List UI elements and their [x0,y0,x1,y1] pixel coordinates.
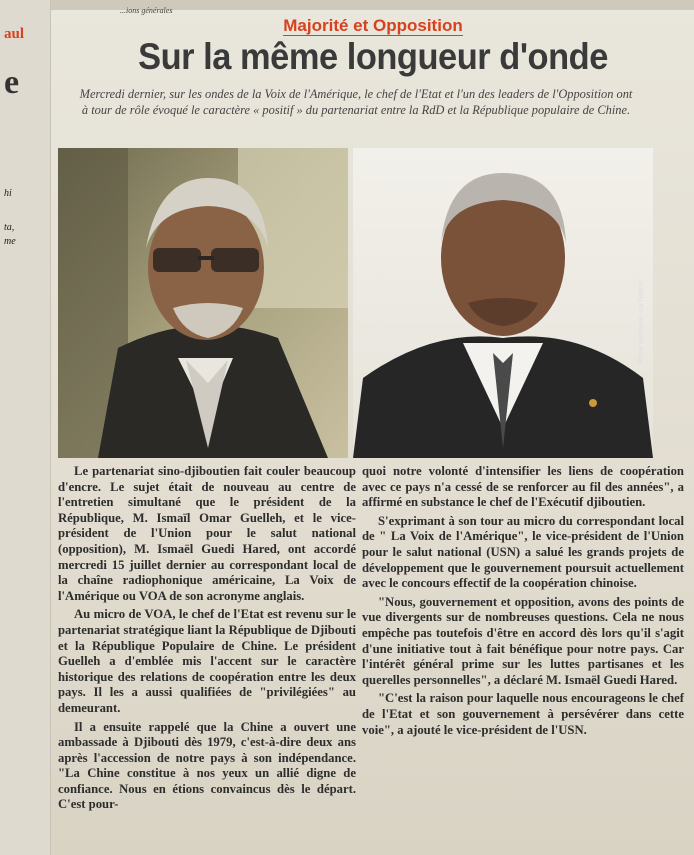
portrait-opposition-leader-photo [58,148,348,458]
photo-credit: Photo Archives - La Nation [638,281,645,364]
paragraph: Le partenariat sino-djiboutien fait couler beaucoup d'encre. Le sujet était de nouveau au centre de l'entretien simultané que le président de la République, M. Ismaïl Omar Guelleh, et le vice-président de l'Union pour le salut national (opposition), M. Ismaël Guedi Hared, ont accordé mercredi 15 juillet dernier au correspondant local de la chaîne radiophonique américaine, La Voix de l'Amérique ou VOA de son acronyme anglais. [58,464,356,603]
article [56,14,690,855]
fragment-1: aul [4,26,25,42]
paragraph: Il a ensuite rappelé que la Chine a ouvert une ambassade à Djibouti dès 1979, c'est-à-dire deux ans après l'accession de notre pays à son indépendance. "La Chine constitue à nos yeux un allié digne de confiance. Nous en étions convaincus dès le départ. C'est pour- [58,719,356,812]
page-header-strip [50,0,694,15]
article-kicker: Majorité et Opposition [283,16,463,35]
portrait-president-photo [353,148,653,458]
paragraph: quoi notre volonté d'intensifier les liens de coopération avec ce pays n'a cessé de se renforcer au fil des années", a affirmé en substance le chef de l'Exécutif djiboutien. [362,464,684,510]
paragraph: Au micro de VOA, le chef de l'Etat est revenu sur le partenariat stratégique liant la République de Djibouti et la République Populaire de Chine. Le président Guelleh a d'emblée mis l'accent sur le caractère historique des relations de coopération entre les deux pays. Il les a aussi qualifiées de "privilégiées" au demeurant. [58,607,356,715]
paragraph: "C'est la raison pour laquelle nous encourageons le chef de l'Etat et son gouvernement à persévérer dans cette voie", a ajouté le vice-président de l'USN. [362,691,684,737]
paragraph: S'exprimant à son tour au micro du correspondant local de " La Voix de l'Amérique", le vice-président de l'Union pour le salut national (USN) a salué les grands projets de développement que le gouvernement poursuit actuellement avec le concours effectif de la coopération chinoise. [362,513,684,591]
article-lead: Mercredi dernier, sur les ondes de la Voix de l'Amérique, le chef de l'Etat et l'un des leaders de l'Opposition ont à tour de rôle évoqué le caractère « positif » du partenariat entre la RdD et la République populaire de Chine. [79,87,633,117]
fragment-3: hi [4,188,12,199]
article-column-1 [58,464,356,816]
article-column-2 [362,464,684,741]
article-headline: Sur la même longueur d'onde [138,36,608,77]
fragment-4: ta, [4,222,15,233]
fragment-5: me [4,236,16,247]
section-label: ...ions générales [120,6,173,15]
adjacent-column-fragment [0,0,51,855]
paragraph: "Nous, gouvernement et opposition, avons des points de vue divergents sur de nombreuses questions. Cela ne nous empêche pas toutefois d'être en accord dès lors qu'il s'agit d'une initiative tout à fait bénéfique pour notre pays. Car l'intérêt général prime sur les luttes partisanes et les querelles personnelles", a déclaré M. Ismaël Guedi Hared. [362,594,684,687]
fragment-2: e [4,64,20,101]
